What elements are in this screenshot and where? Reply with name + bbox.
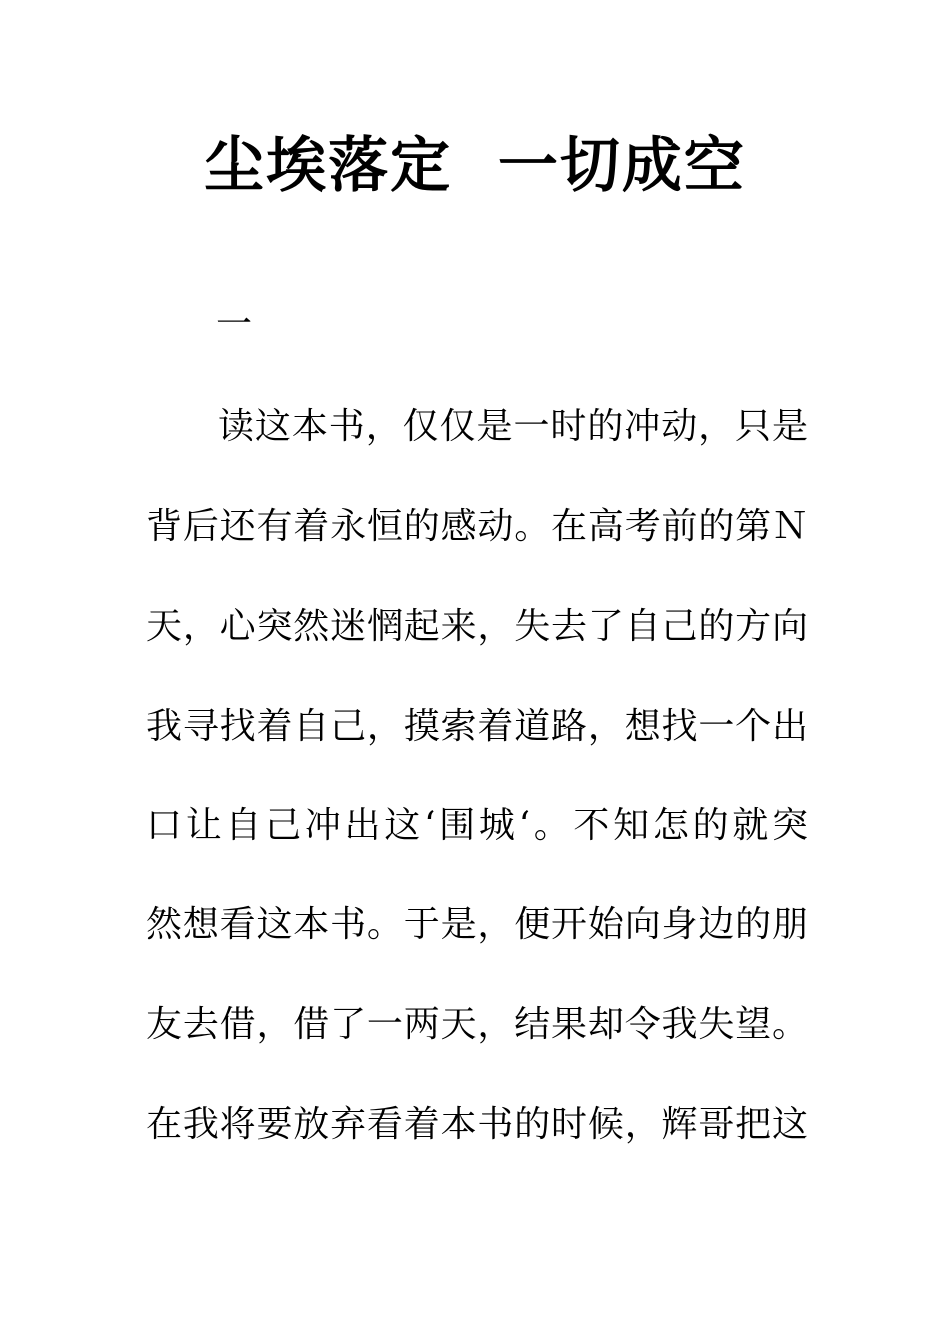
- paragraph-line: 然想看这本书。于是，便开始向身边的朋: [146, 904, 808, 945]
- paragraph-line: 读这本书，仅仅是一时的冲动，只是: [218, 406, 808, 447]
- section-number: 一: [216, 304, 253, 345]
- document-title: 尘埃落定 一切成空: [204, 131, 746, 201]
- paragraph-line: 背后还有着永恒的感动。在高考前的第Ｎ: [146, 506, 808, 547]
- paragraph-line: 口让自己冲出这‘围城‘。不知怎的就突: [146, 805, 808, 846]
- paragraph-line: 友去借，借了一两天，结果却令我失望。: [146, 1004, 808, 1045]
- paragraph-line: 我寻找着自己，摸索着道路，想找一个出: [146, 706, 808, 747]
- paragraph-line: 在我将要放弃看着本书的时候，辉哥把这: [146, 1104, 808, 1145]
- paragraph-line: 天，心突然迷惘起来，失去了自己的方向: [146, 606, 808, 647]
